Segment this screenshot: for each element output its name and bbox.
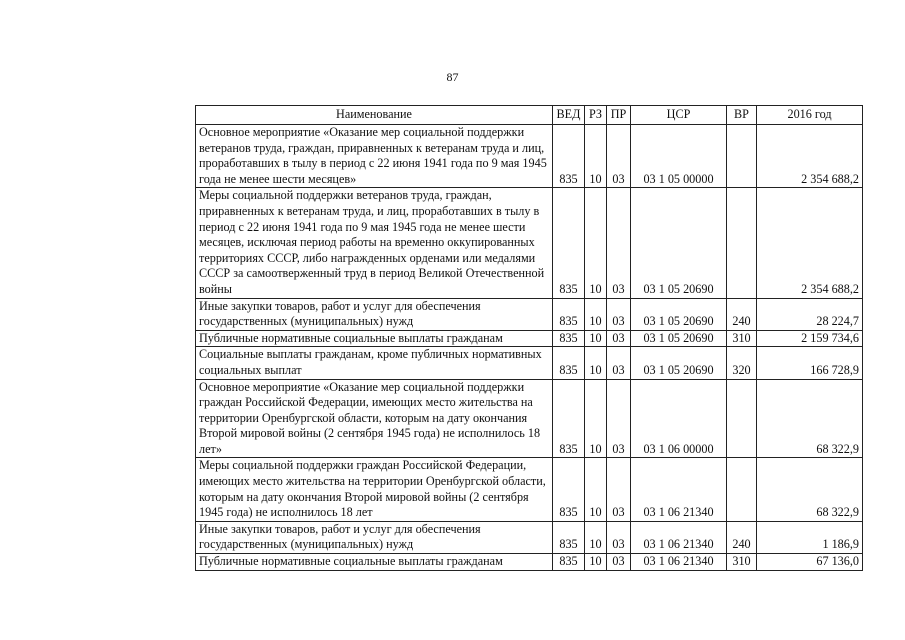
cell-csr: 03 1 05 00000 — [631, 125, 727, 188]
table-row — [196, 379, 863, 458]
cell-name: Иные закупки товаров, работ и услуг для обеспечения государственных (муниципальных) нужд — [196, 521, 553, 553]
cell-vr: 320 — [727, 347, 757, 379]
header-name: Наименование — [196, 106, 553, 125]
cell-vr — [727, 458, 757, 521]
cell-pr: 03 — [607, 125, 631, 188]
cell-vr: 310 — [727, 554, 757, 571]
table-row — [196, 554, 863, 571]
cell-name: Иные закупки товаров, работ и услуг для обеспечения государственных (муниципальных) нужд — [196, 298, 553, 330]
cell-rz: 10 — [585, 458, 607, 521]
table-row — [196, 188, 863, 298]
cell-rz: 10 — [585, 379, 607, 458]
cell-pr: 03 — [607, 347, 631, 379]
table-row — [196, 125, 863, 188]
cell-amount: 2 354 688,2 — [757, 125, 863, 188]
header-pr: ПР — [607, 106, 631, 125]
cell-csr: 03 1 05 20690 — [631, 298, 727, 330]
cell-pr: 03 — [607, 458, 631, 521]
cell-csr: 03 1 06 21340 — [631, 554, 727, 571]
page-number: 87 — [446, 70, 459, 84]
cell-rz: 10 — [585, 521, 607, 553]
cell-csr: 03 1 06 00000 — [631, 379, 727, 458]
cell-amount: 68 322,9 — [757, 458, 863, 521]
cell-ved: 835 — [553, 188, 585, 298]
table-row — [196, 330, 863, 347]
cell-csr: 03 1 05 20690 — [631, 188, 727, 298]
cell-amount: 1 186,9 — [757, 521, 863, 553]
header-vr: ВР — [727, 106, 757, 125]
table-row — [196, 347, 863, 379]
cell-rz: 10 — [585, 125, 607, 188]
cell-amount: 68 322,9 — [757, 379, 863, 458]
cell-name: Социальные выплаты гражданам, кроме публичных нормативных социальных выплат — [196, 347, 553, 379]
cell-rz: 10 — [585, 298, 607, 330]
cell-rz: 10 — [585, 347, 607, 379]
cell-ved: 835 — [553, 298, 585, 330]
cell-ved: 835 — [553, 125, 585, 188]
cell-ved: 835 — [553, 379, 585, 458]
table-row — [196, 458, 863, 521]
cell-name: Публичные нормативные социальные выплаты гражданам — [196, 554, 553, 571]
cell-pr: 03 — [607, 298, 631, 330]
cell-amount: 2 159 734,6 — [757, 330, 863, 347]
cell-name: Основное мероприятие «Оказание мер социальной поддержки граждан Российской Федерации, имеющих место жительства на территории Оренбургской области, которым на дату окончания Второй мировой войны (2 сентября 1945 года) не исполнилось 18 лет» — [196, 379, 553, 458]
cell-vr — [727, 188, 757, 298]
table-row — [196, 521, 863, 553]
cell-vr — [727, 379, 757, 458]
cell-rz: 10 — [585, 330, 607, 347]
cell-vr: 310 — [727, 330, 757, 347]
cell-pr: 03 — [607, 188, 631, 298]
table-header-row — [196, 106, 863, 125]
cell-vr: 240 — [727, 521, 757, 553]
cell-amount: 67 136,0 — [757, 554, 863, 571]
cell-amount: 166 728,9 — [757, 347, 863, 379]
cell-ved: 835 — [553, 554, 585, 571]
header-ved: ВЕД — [553, 106, 585, 125]
cell-pr: 03 — [607, 379, 631, 458]
cell-csr: 03 1 06 21340 — [631, 521, 727, 553]
cell-name: Основное мероприятие «Оказание мер социальной поддержки ветеранов труда, граждан, приравненных к ветеранам труда и лиц, проработавших в тылу в период с 22 июня 1941 года по 9 мая 1945 года не менее шести месяцев» — [196, 125, 553, 188]
cell-ved: 835 — [553, 347, 585, 379]
budget-table — [195, 105, 863, 571]
cell-csr: 03 1 06 21340 — [631, 458, 727, 521]
cell-ved: 835 — [553, 330, 585, 347]
table-row — [196, 298, 863, 330]
cell-name: Меры социальной поддержки ветеранов труда, граждан, приравненных к ветеранам труда, и лиц, проработавших в тылу в период с 22 июня 1941 года по 9 мая 1945 года не менее шести месяцев, исключая период работы на временно оккупированных территориях СССР, либо награжденных орденами или медалями СССР за самоотверженный труд в период Великой Отечественной войны — [196, 188, 553, 298]
cell-amount: 2 354 688,2 — [757, 188, 863, 298]
cell-ved: 835 — [553, 521, 585, 553]
cell-pr: 03 — [607, 521, 631, 553]
header-rz: РЗ — [585, 106, 607, 125]
cell-name: Публичные нормативные социальные выплаты гражданам — [196, 330, 553, 347]
cell-rz: 10 — [585, 188, 607, 298]
cell-vr: 240 — [727, 298, 757, 330]
cell-pr: 03 — [607, 554, 631, 571]
cell-csr: 03 1 05 20690 — [631, 330, 727, 347]
cell-amount: 28 224,7 — [757, 298, 863, 330]
cell-ved: 835 — [553, 458, 585, 521]
header-csr: ЦСР — [631, 106, 727, 125]
cell-vr — [727, 125, 757, 188]
cell-csr: 03 1 05 20690 — [631, 347, 727, 379]
cell-name: Меры социальной поддержки граждан Российской Федерации, имеющих место жительства на территории Оренбургской области, которым на дату окончания Второй мировой войны (2 сентября 1945 года) не исполнилось 18 лет — [196, 458, 553, 521]
cell-rz: 10 — [585, 554, 607, 571]
table-body — [196, 125, 863, 571]
header-year: 2016 год — [757, 106, 863, 125]
cell-pr: 03 — [607, 330, 631, 347]
